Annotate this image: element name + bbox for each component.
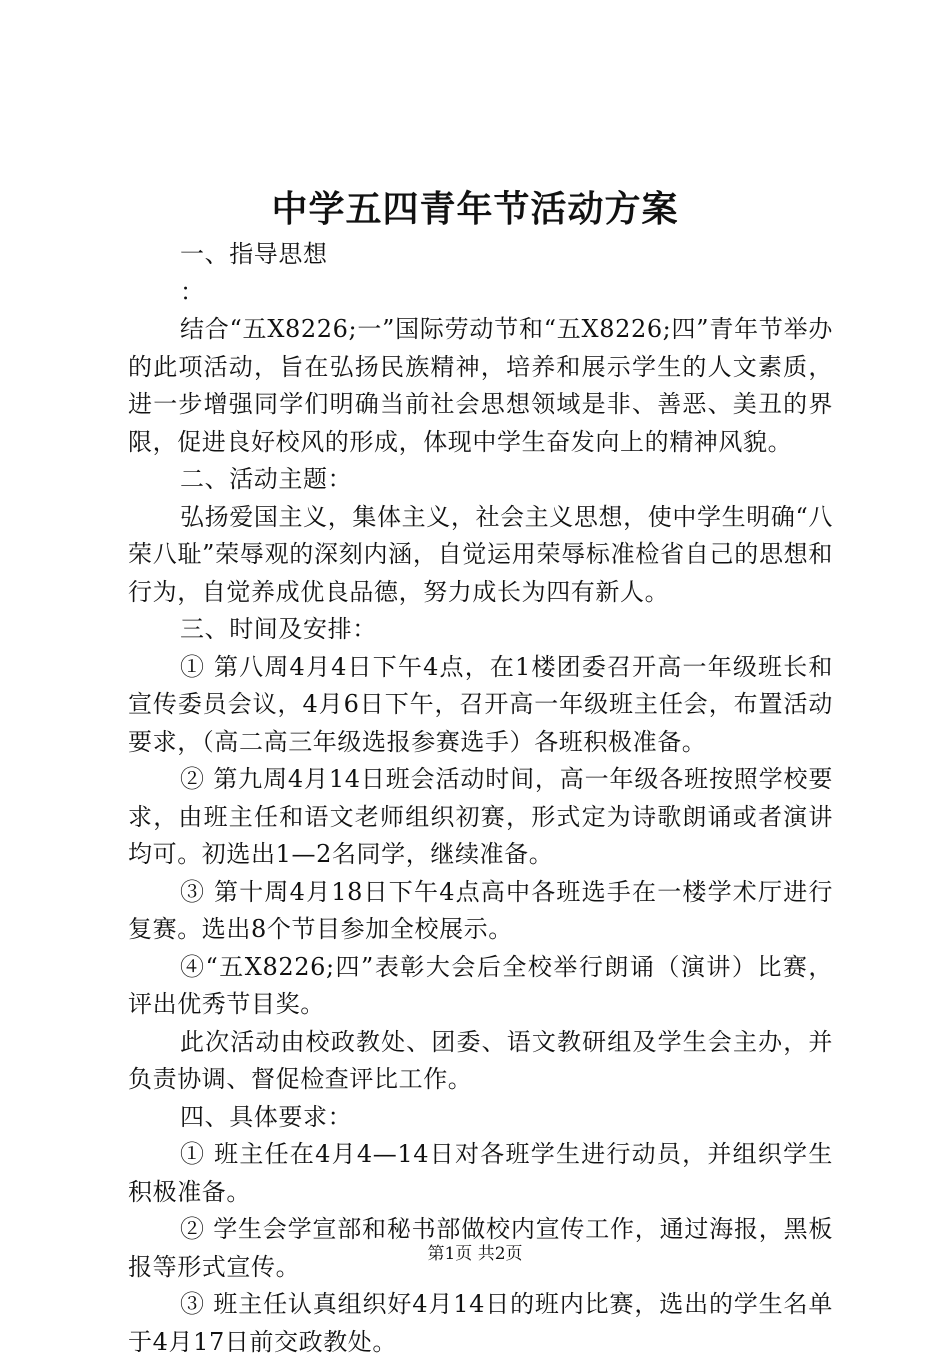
document-title: 中学五四青年节活动方案 — [271, 188, 679, 230]
paragraph-guiding-thought: 结合“五X8226;一”国际劳动节和“五X8226;四”青年节举办的此项活动，旨在弘扬民族精神，培养和展示学生的人文素质，进一步增强同学们明确当前社会思想领域是非、善恶、美丑的界限，促进良好校风的形成，体现中学生奋发向上的精神风貌。 — [128, 315, 833, 456]
schedule-item-2: ② 第九周4月14日班会活动时间，高一年级各班按照学校要求，由班主任和语文老师组织初赛，形式定为诗歌朗诵或者演讲均可。初选出1—2名同学，继续准备。 — [128, 765, 833, 868]
stray-colon-line: ： — [180, 277, 205, 306]
requirement-item-2: ② 学生会学宣部和秘书部做校内宣传工作，通过海报，黑板报等形式宣传。 — [128, 1215, 833, 1281]
schedule-item-3: ③ 第十周4月18日下午4点高中各班选手在一楼学术厅进行复赛。选出8个节目参加全校展示。 — [128, 877, 833, 943]
section-heading-guiding-thought: 一、指导思想 — [180, 240, 328, 268]
requirement-item-1: ① 班主任在4月4—14日对各班学生进行动员，并组织学生积极准备。 — [128, 1140, 833, 1206]
section-heading-activity-theme: 二、活动主题： — [180, 465, 353, 493]
schedule-item-1: ① 第八周4月4日下午4点，在1楼团委召开高一年级班长和宣传委员会议，4月6日下午，召开高一年级班主任会，布置活动要求，（高二高三年级选报参赛选手）各班积极准备。 — [128, 652, 833, 756]
requirement-item-3: ③ 班主任认真组织好4月14日的班内比赛，选出的学生名单于4月17日前交政教处。 — [128, 1290, 833, 1356]
paragraph-organizers: 此次活动由校政教处、团委、语文教研组及学生会主办，并负责协调、督促检查评比工作。 — [128, 1027, 833, 1093]
page-number-footer: 第1页 共2页 — [427, 1244, 523, 1264]
section-heading-schedule: 三、时间及安排： — [180, 615, 377, 643]
paragraph-activity-theme: 弘扬爱国主义，集体主义，社会主义思想，使中学生明确“八荣八耻”荣辱观的深刻内涵，自觉运用荣辱标准检省自己的思想和行为，自觉养成优良品德，努力成长为四有新人。 — [128, 502, 833, 606]
section-heading-requirements: 四、具体要求： — [180, 1102, 353, 1131]
document-body — [128, 236, 833, 1361]
schedule-item-4: ④“五X8226;四”表彰大会后全校举行朗诵（演讲）比赛，评出优秀节目奖。 — [128, 952, 833, 1018]
